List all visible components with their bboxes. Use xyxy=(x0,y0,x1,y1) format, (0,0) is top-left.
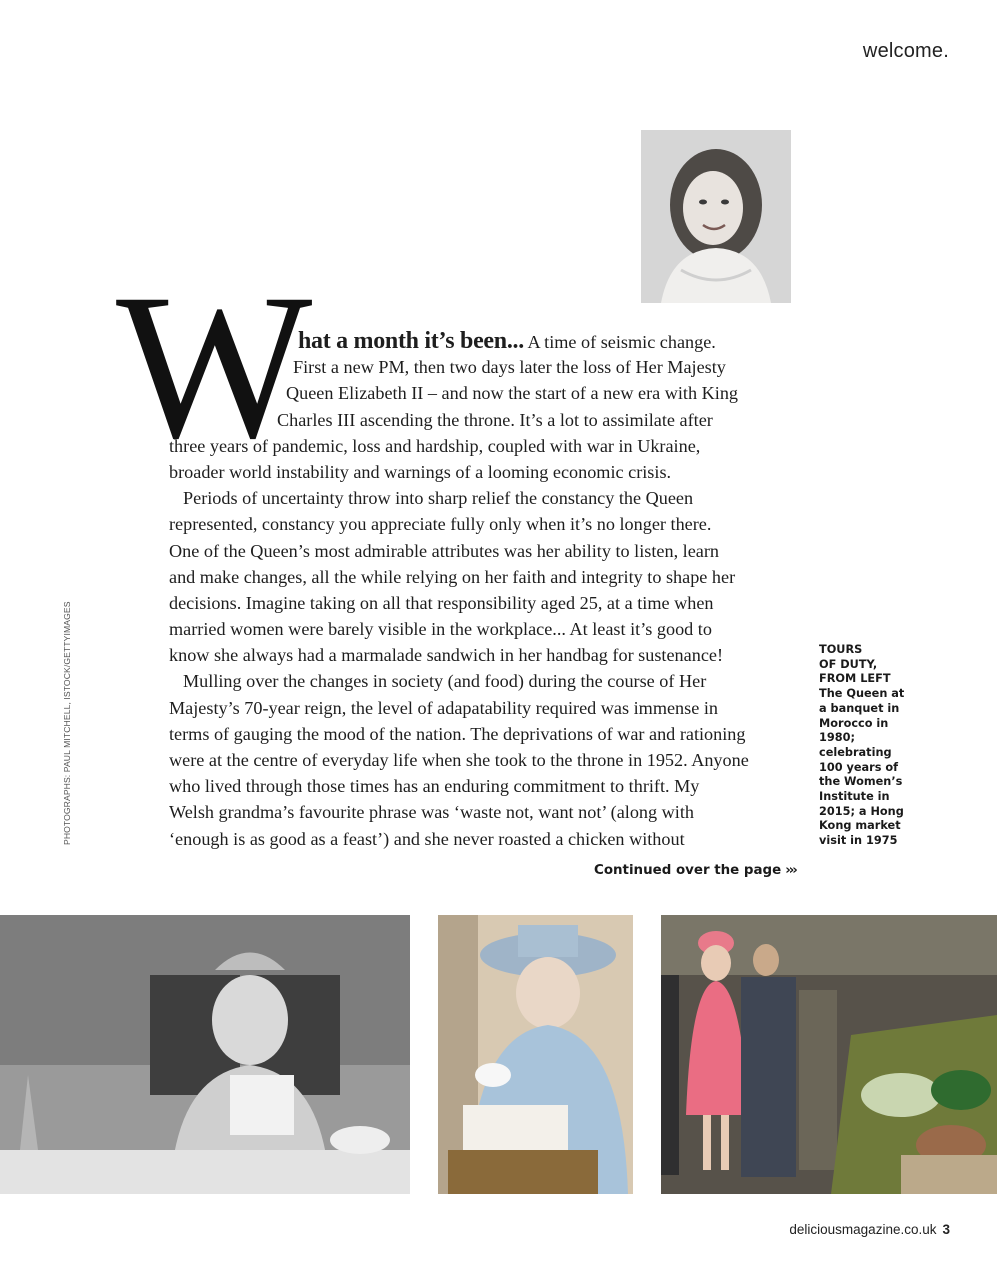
article-line: and make changes, all the while relying on her faith and integrity to shape her xyxy=(169,566,736,587)
caption-line: Kong market xyxy=(819,819,901,833)
triple-chevron-right-icon: ››› xyxy=(785,863,796,878)
caption-line: a banquet in xyxy=(819,701,900,715)
caption-line: 100 years of xyxy=(819,760,899,774)
page-footer xyxy=(789,1222,950,1237)
caption-line: The Queen at xyxy=(819,687,905,701)
site-url: deliciousmagazine.co.uk xyxy=(789,1222,937,1237)
article-line: Majesty’s 70-year reign, the level of adapatability required was immense in xyxy=(169,697,718,718)
article-line: three years of pandemic, loss and hardship, coupled with war in Ukraine, xyxy=(169,435,701,456)
photo-credit: PHOTOGRAPHS: PAUL MITCHELL, ISTOCK/GETTYIMAGES xyxy=(62,601,72,845)
caption-line: TOURS xyxy=(819,643,863,656)
article-line: Welsh grandma’s favourite phrase was ‘waste not, want not’ (along with xyxy=(169,802,694,823)
article-line: Periods of uncertainty throw into sharp relief the constancy the Queen xyxy=(183,488,694,509)
article-line: married women were barely visible in the workplace... At least it’s good to xyxy=(169,619,712,640)
article-line: decisions. Imagine taking on all that responsibility aged 25, at a time when xyxy=(169,592,714,613)
article-line: terms of gauging the mood of the nation. The deprivations of war and rationing xyxy=(169,723,746,744)
caption-line: celebrating xyxy=(819,745,892,759)
caption-line: OF DUTY, xyxy=(819,657,878,671)
section-label: welcome. xyxy=(862,40,949,62)
article-line: First a new PM, then two days later the loss of Her Majesty xyxy=(293,357,726,378)
article-line: hat a month it’s been... A time of seismic change. xyxy=(298,328,716,354)
editor-portrait xyxy=(641,130,791,303)
article-line: were at the centre of everyday life when she took to the throne in 1952. Anyone xyxy=(169,750,749,770)
article-line: know she always had a marmalade sandwich in her handbag for sustenance! xyxy=(169,645,724,666)
article-line: represented, constancy you appreciate fully only when it’s no longer there. xyxy=(169,514,712,535)
caption-line: visit in 1975 xyxy=(819,834,898,848)
caption-line: 1980; xyxy=(819,731,855,745)
photo-caption xyxy=(819,643,929,849)
caption-line: FROM LEFT xyxy=(819,672,891,686)
photo-hong-kong-market xyxy=(661,915,997,1194)
article-line: One of the Queen’s most admirable attributes was her ability to listen, learn xyxy=(169,540,720,561)
article-line: Charles III ascending the throne. It’s a lot to assimilate after xyxy=(277,409,713,430)
article-line: who lived through those times has an enduring commitment to thrift. My xyxy=(169,776,700,797)
article-body xyxy=(169,328,789,852)
article-line: Queen Elizabeth II – and now the start of a new era with King xyxy=(286,383,739,404)
photo-banquet-morocco xyxy=(0,915,410,1194)
continued-label: Continued over the page xyxy=(594,863,782,878)
article-line: Mulling over the changes in society (and food) during the course of Her xyxy=(183,671,707,692)
caption-line: 2015; a Hong xyxy=(819,804,904,818)
caption-line: Morocco in xyxy=(819,716,889,730)
drop-cap: W xyxy=(116,251,313,481)
page-number: 3 xyxy=(942,1222,950,1237)
caption-line: Institute in xyxy=(819,790,890,804)
photo-womens-institute xyxy=(438,915,633,1194)
caption-line: the Women’s xyxy=(819,775,903,789)
article-line: ‘enough is as good as a feast’) and she never roasted a chicken without xyxy=(169,828,685,849)
continued-link[interactable] xyxy=(594,863,796,878)
article-line: broader world instability and warnings of a looming economic crisis. xyxy=(169,461,672,482)
article-lead: hat a month it’s been... xyxy=(298,328,524,354)
